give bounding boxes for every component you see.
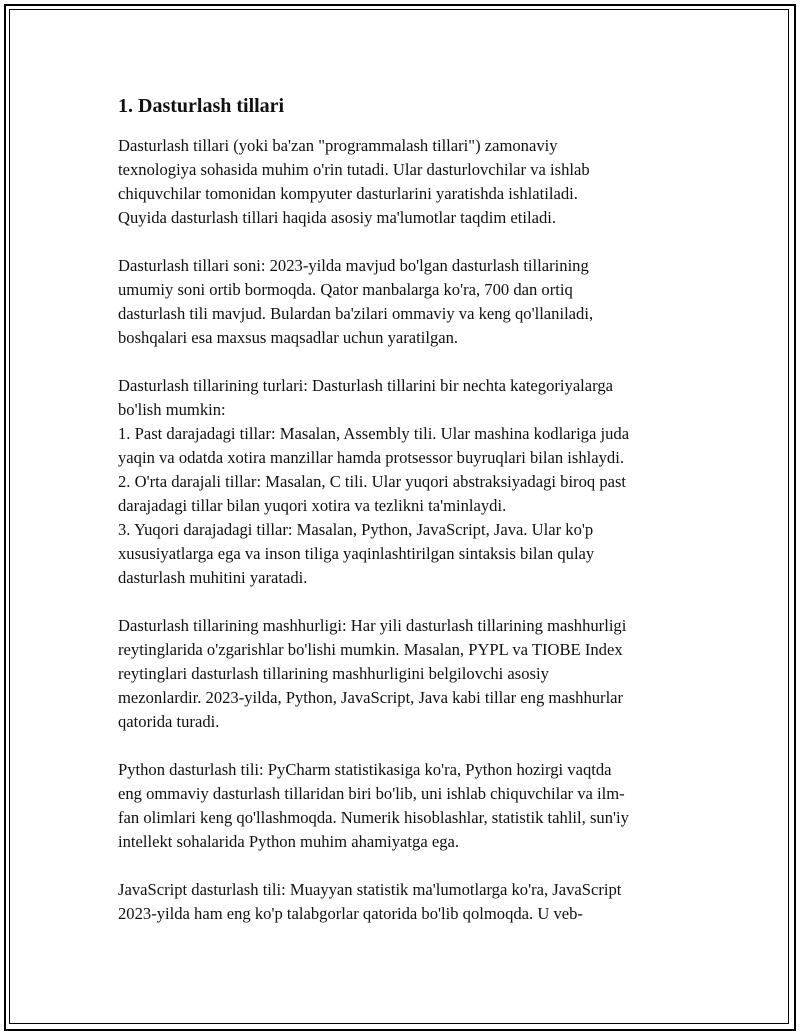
text-line: qatorida turadi.	[118, 712, 220, 731]
text-line: Dasturlash tillarining mashhurligi: Har yili dasturlash tillarining mashhurligi	[118, 616, 627, 635]
text-line: Dasturlash tillarining turlari: Dasturlash tillarini bir nechta kategoriyalarga	[118, 376, 614, 395]
text-line: chiquvchilar tomonidan kompyuter dasturlarini yaratishda ishlatiladi.	[118, 184, 578, 203]
text-line: darajadagi tillar bilan yuqori xotira va tezlikni ta'minlaydi.	[118, 496, 507, 515]
text-line: fan olimlari keng qo'llashmoqda. Numerik hisoblashlar, statistik tahlil, sun'iy	[118, 808, 629, 827]
paragraph-intro	[118, 134, 696, 230]
text-line: bo'lish mumkin:	[118, 400, 226, 419]
text-line: reytinglari dasturlash tillarining mashhurligini belgilovchi asosiy	[118, 664, 549, 683]
paragraph-language-count	[118, 254, 696, 350]
text-line: umumiy soni ortib bormoqda. Qator manbalarga ko'ra, 700 dan ortiq	[118, 280, 573, 299]
text-line: Quyida dasturlash tillari haqida asosiy ma'lumotlar taqdim etiladi.	[118, 208, 557, 227]
text-line: texnologiya sohasida muhim o'rin tutadi. Ular dasturlovchilar va ishlab	[118, 160, 590, 179]
list-item-low-level: 1. Past darajadagi tillar: Masalan, Assembly tili. Ular mashina kodlariga juda	[118, 424, 630, 443]
section-heading: 1. Dasturlash tillari	[118, 95, 285, 117]
text-line: xususiyatlarga ega va inson tiliga yaqinlashtirilgan sintaksis bilan qulay	[118, 544, 595, 563]
text-line: Python dasturlash tili: PyCharm statistikasiga ko'ra, Python hozirgi vaqtda	[118, 760, 612, 779]
paragraph-popularity	[118, 614, 696, 734]
paragraph-python	[118, 758, 696, 854]
text-line: Dasturlash tillari (yoki ba'zan "programmalash tillari") zamonaviy	[118, 136, 558, 155]
text-line: dasturlash tili mavjud. Bulardan ba'zilari ommaviy va keng qo'llaniladi,	[118, 304, 594, 323]
text-line: yaqin va odatda xotira manzillar hamda protsessor buyruqlari bilan ishlaydi.	[118, 448, 624, 467]
text-line: JavaScript dasturlash tili: Muayyan statistik ma'lumotlarga ko'ra, JavaScript	[118, 880, 622, 899]
text-line: mezonlardir. 2023-yilda, Python, JavaScript, Java kabi tillar eng mashhurlar	[118, 688, 624, 707]
paragraph-language-types	[118, 374, 696, 590]
list-item-high-level: 3. Yuqori darajadagi tillar: Masalan, Python, JavaScript, Java. Ular ko'p	[118, 520, 594, 539]
text-line: dasturlash muhitini yaratadi.	[118, 568, 308, 587]
text-line: Dasturlash tillari soni: 2023-yilda mavjud bo'lgan dasturlash tillarining	[118, 256, 589, 275]
text-line: 2023-yilda ham eng ko'p talabgorlar qatorida bo'lib qolmoqda. U veb-	[118, 904, 583, 923]
text-line: intellekt sohalarida Python muhim ahamiyatga ega.	[118, 832, 460, 851]
text-line: boshqalari esa maxsus maqsadlar uchun yaratilgan.	[118, 328, 459, 347]
document-body	[118, 94, 696, 950]
paragraph-javascript	[118, 878, 696, 926]
text-line: reytinglarida o'zgarishlar bo'lishi mumkin. Masalan, PYPL va TIOBE Index	[118, 640, 623, 659]
list-item-mid-level: 2. O'rta darajali tillar: Masalan, C tili. Ular yuqori abstraksiyadagi biroq past	[118, 472, 627, 491]
text-line: eng ommaviy dasturlash tillaridan biri bo'lib, uni ishlab chiquvchilar va ilm-	[118, 784, 625, 803]
